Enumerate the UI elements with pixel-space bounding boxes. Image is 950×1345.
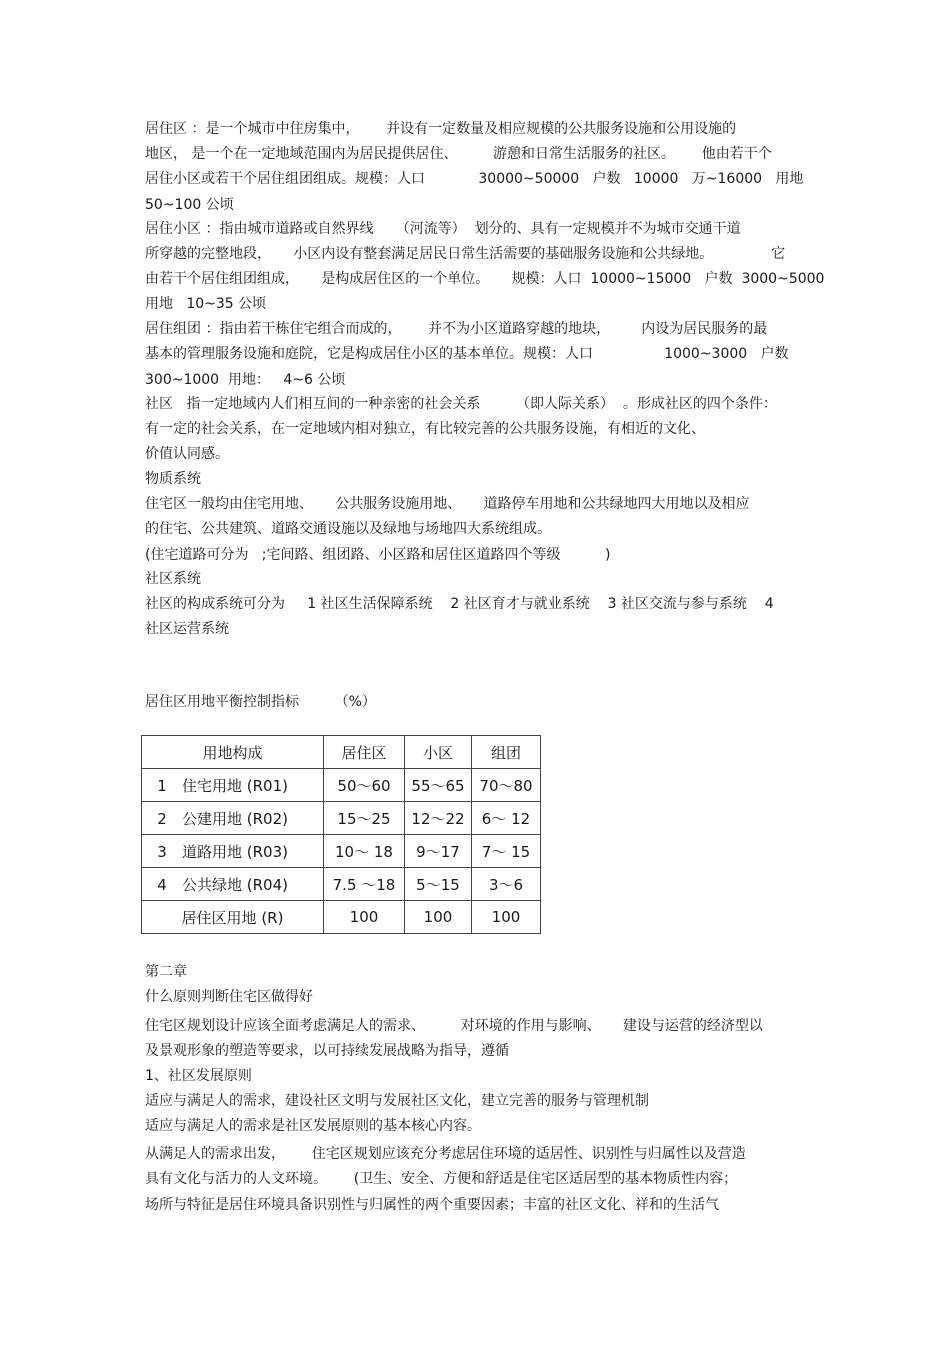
land-type-cell	[142, 835, 324, 868]
text-line: 社区系统	[145, 571, 201, 587]
text-line: 基本的管理服务设施和庭院，它是构成居住小区的基本单位。规模：人口 1000~3000 户数	[145, 346, 789, 362]
text-line: 地区， 是一个在一定地域范围内为居民提供居住、 游憩和日常生活服务的社区。 他由若干个	[145, 146, 772, 162]
text-line: 居住组团 ：指由若干栋住宅组合而成的， 并不为小区道路穿越的地块， 内设为居民服务的最	[145, 321, 768, 337]
text-line: 从满足人的需求出发， 住宅区规划应该充分考虑居住环境的适居性、识别性与归属性以及营造	[145, 1146, 746, 1162]
value-cell: 55～65	[405, 769, 472, 802]
section-heading: 什么原则判断住宅区做得好	[145, 989, 313, 1005]
text-line: 的住宅、公共建筑、道路交通设施以及绿地与场地四大系统组成。	[145, 521, 551, 537]
text-line: 适应与满足人的需求，建设社区文明与发展社区文化，建立完善的服务与管理机制	[145, 1093, 649, 1109]
value-cell: 7～ 15	[472, 835, 541, 868]
text-line: 社区运营系统	[145, 621, 229, 637]
text-line: 居住小区或若干个居住组团组成。规模：人口 30000~50000 户数 10000 万~16000 用地	[145, 171, 804, 187]
text-line: 住宅区规划设计应该全面考虑满足人的需求、 对环境的作用与影响、 建设与运营的经济型以	[145, 1018, 763, 1034]
land-type-cell	[142, 769, 324, 802]
row-number: 2	[157, 809, 167, 828]
table-row	[142, 802, 541, 835]
land-type-label: 道路用地 (R03)	[182, 842, 288, 861]
land-use-table	[141, 735, 541, 934]
header-cell: 小区	[405, 736, 472, 769]
value-cell: 12～22	[405, 802, 472, 835]
table-header-row	[142, 736, 541, 769]
total-label-cell: 居住区用地 (R)	[142, 901, 324, 934]
table-row	[142, 835, 541, 868]
text-line: (住宅道路可分为 ;宅间路、组团路、小区路和居住区道路四个等级 )	[145, 547, 611, 563]
land-type-label: 公建用地 (R02)	[182, 809, 288, 828]
text-line: 物质系统	[145, 471, 201, 487]
text-line: 50~100 公顷	[145, 197, 234, 213]
text-line: 及景观形象的塑造等要求，以可持续发展战略为指导，遵循	[145, 1043, 509, 1059]
value-cell: 5～15	[405, 868, 472, 901]
value-cell: 100	[405, 901, 472, 934]
text-line: 居住区 ：是一个城市中住房集中， 并设有一定数量及相应规模的公共服务设施和公用设施的	[145, 121, 737, 137]
value-cell: 50～60	[324, 769, 405, 802]
chapter-heading: 第二章	[145, 964, 187, 980]
row-number: 3	[157, 842, 167, 861]
table-row	[142, 868, 541, 901]
header-cell: 居住区	[324, 736, 405, 769]
text-line: 所穿越的完整地段， 小区内设有整套满足居民日常生活需要的基础服务设施和公共绿地。 它	[145, 246, 786, 262]
text-line: 300~1000 用地： 4~6 公顷	[145, 372, 346, 388]
text-line: 社区 指一定地域内人们相互间的一种亲密的社会关系 （即人际关系） 。形成社区的四个条件：	[145, 396, 777, 412]
value-cell: 10～ 18	[324, 835, 405, 868]
value-cell: 15～25	[324, 802, 405, 835]
land-type-label: 住宅用地 (R01)	[182, 776, 288, 795]
value-cell: 100	[472, 901, 541, 934]
text-line: 适应与满足人的需求是社区发展原则的基本核心内容。	[145, 1118, 481, 1134]
row-number: 4	[157, 875, 167, 894]
text-line: 居住小区 ：指由城市道路或自然界线 （河流等） 划分的、具有一定规模并不为城市交通干道	[145, 221, 741, 237]
value-cell: 9～17	[405, 835, 472, 868]
land-type-cell	[142, 802, 324, 835]
value-cell: 7.5 ～18	[324, 868, 405, 901]
header-cell: 用地构成	[142, 736, 324, 769]
text-line: 1、社区发展原则	[145, 1068, 252, 1084]
text-line: 住宅区一般均由住宅用地、 公共服务设施用地、 道路停车用地和公共绿地四大用地以及相应	[145, 496, 750, 512]
text-line: 价值认同感。	[145, 446, 229, 462]
land-type-label: 公共绿地 (R04)	[182, 875, 288, 894]
value-cell: 3～6	[472, 868, 541, 901]
text-line: 有一定的社会关系，在一定地域内相对独立，有比较完善的公共服务设施，有相近的文化、	[145, 421, 705, 437]
table-title: 居住区用地平衡控制指标 （%）	[145, 694, 376, 710]
value-cell: 100	[324, 901, 405, 934]
text-line: 场所与特征是居住环境具备识别性与归属性的两个重要因素；丰富的社区文化、祥和的生活气	[145, 1197, 719, 1213]
value-cell: 6～ 12	[472, 802, 541, 835]
text-line: 用地 10~35 公顷	[145, 296, 267, 312]
value-cell: 70～80	[472, 769, 541, 802]
table-row	[142, 769, 541, 802]
text-line: 具有文化与活力的人文环境。 (卫生、安全、方便和舒适是住宅区适居型的基本物质性内容；	[145, 1171, 738, 1187]
table-total-row	[142, 901, 541, 934]
row-number: 1	[157, 776, 167, 795]
text-line: 社区的构成系统可分为 1 社区生活保障系统 2 社区育才与就业系统 3 社区交流与参与系统 4	[145, 596, 774, 612]
land-type-cell	[142, 868, 324, 901]
header-cell: 组团	[472, 736, 541, 769]
text-line: 由若干个居住组团组成， 是构成居住区的一个单位。 规模：人口 10000~15000 户数 3000~5000	[145, 271, 825, 287]
